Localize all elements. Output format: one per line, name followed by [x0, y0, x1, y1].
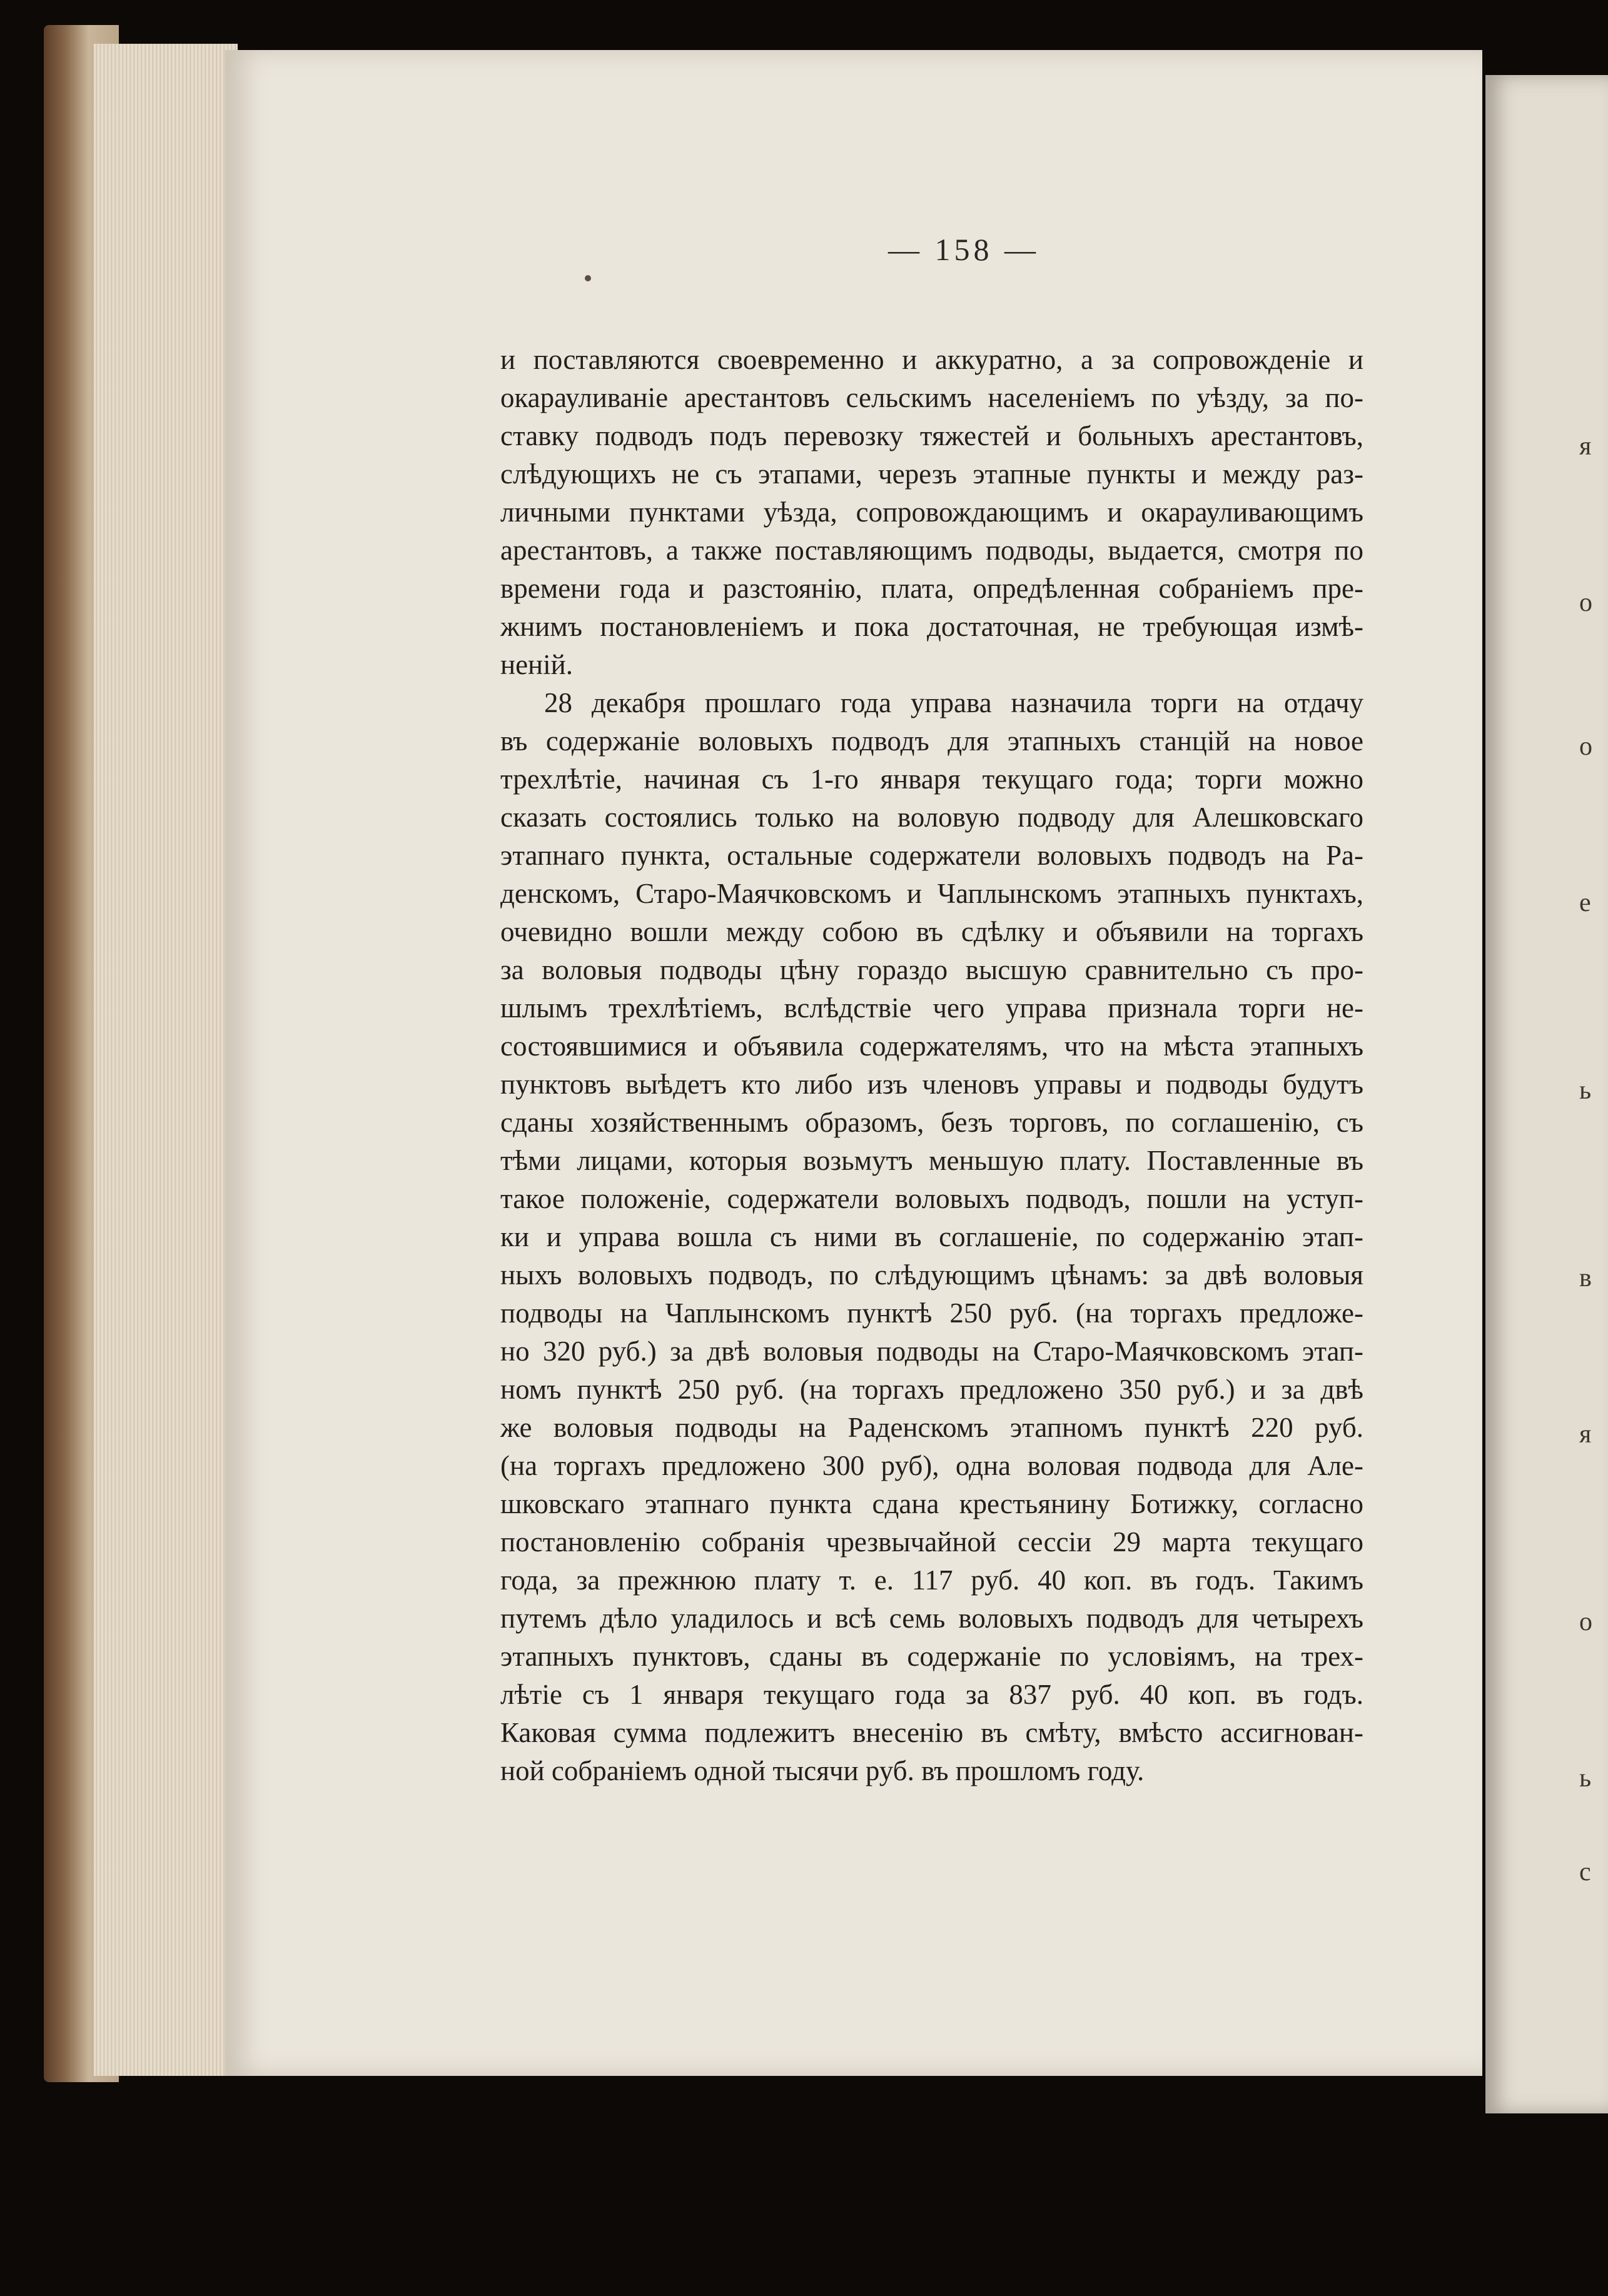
text-line: шковскаго этапнаго пункта сдана крестьянину Ботижку, согласно: [500, 1488, 1363, 1519]
text-line: трехлѣтіе, начиная съ 1-го января текущаго года; торги можно: [500, 763, 1363, 795]
text-line: этапнаго пункта, остальные содержатели воловыхъ подводъ на Ра-: [500, 840, 1363, 871]
text-line: но 320 руб.) за двѣ воловыя подводы на Старо-Маячковскомъ этап-: [500, 1336, 1363, 1367]
text-line: очевидно вошли между собою въ сдѣлку и объявили на торгахъ: [500, 916, 1363, 947]
text-line: подводы на Чаплынскомъ пунктѣ 250 руб. (на торгахъ предложе-: [500, 1297, 1363, 1329]
next-page-fragment: о: [1579, 1608, 1592, 1636]
text-line: путемъ дѣло уладилось и всѣ семь воловыхъ подводъ для четырехъ: [500, 1603, 1363, 1634]
text-line: шлымъ трехлѣтіемъ, вслѣдствіе чего управа признала торги не-: [500, 992, 1363, 1024]
text-line: же воловыя подводы на Раденскомъ этапномъ пунктѣ 220 руб.: [500, 1412, 1363, 1443]
next-page-fragment: e: [1579, 889, 1591, 917]
text-line: такое положеніе, содержатели воловыхъ подводъ, пошли на уступ-: [500, 1183, 1363, 1214]
text-line: Каковая сумма подлежитъ внесенію въ смѣту, вмѣсто ассигнован-: [500, 1717, 1363, 1748]
text-line: сданы хозяйственнымъ образомъ, безъ торговъ, по соглашенію, съ: [500, 1107, 1363, 1138]
next-page-fragment: я: [1579, 432, 1592, 461]
text-line: этапныхъ пунктовъ, сданы въ содержаніе по условіямъ, на трех-: [500, 1641, 1363, 1672]
text-line: неній.: [500, 649, 573, 680]
next-page-edge: [1485, 75, 1608, 2113]
text-line: состоявшимися и объявила содержателямъ, что на мѣста этапныхъ: [500, 1030, 1363, 1062]
text-line: пунктовъ выѣдетъ кто либо изъ членовъ управы и подводы будутъ: [500, 1069, 1363, 1100]
text-line: года, за прежнюю плату т. е. 117 руб. 40 коп. въ годъ. Такимъ: [500, 1564, 1363, 1596]
text-line: постановленію собранія чрезвычайной сессіи 29 марта текущаго: [500, 1526, 1363, 1558]
next-page-fragment: я: [1579, 1420, 1592, 1449]
text-line: окарауливаніе арестантовъ сельскимъ населеніемъ по уѣзду, за по-: [500, 382, 1363, 413]
text-line: ной собраніемъ одной тысячи руб. въ прошломъ году.: [500, 1755, 1145, 1786]
text-line: тѣми лицами, которыя возьмутъ меньшую плату. Поставленные въ: [500, 1145, 1363, 1176]
next-page-fragment: в: [1579, 1264, 1592, 1292]
text-line: номъ пунктѣ 250 руб. (на торгахъ предложено 350 руб.) и за двѣ: [500, 1374, 1363, 1405]
paragraph-1: [500, 341, 1363, 684]
text-line: сказать состоялись только на воловую подводу для Алешковскаго: [500, 802, 1363, 833]
page-number: — 158 —: [888, 232, 1039, 267]
page-stack: [94, 44, 238, 2076]
text-line: 28 декабря прошлаго года управа назначила торги на отдачу: [544, 687, 1363, 718]
text-line: ставку подводъ подъ перевозку тяжестей и больныхъ арестантовъ,: [500, 420, 1363, 451]
text-line: и поставляются своевременно и аккуратно, а за сопровожденіе и: [500, 344, 1363, 375]
paper-speck: [585, 275, 591, 281]
next-page-fragment: о: [1579, 588, 1592, 617]
text-line: лѣтіе съ 1 января текущаго года за 837 руб. 40 коп. въ годъ.: [500, 1679, 1363, 1710]
text-line: ки и управа вошла съ ними въ соглашеніе, по содержанію этап-: [500, 1221, 1363, 1252]
paragraph-2: [500, 684, 1363, 1790]
next-page-fragment: ь: [1579, 1076, 1592, 1105]
next-page-fragment: с: [1579, 1858, 1591, 1886]
next-page-fragment: ь: [1579, 1764, 1592, 1793]
text-line: времени года и разстоянію, плата, опредѣленная собраніемъ пре-: [500, 573, 1363, 604]
text-line: за воловыя подводы цѣну гораздо высшую сравнительно съ про-: [500, 954, 1363, 985]
text-line: личными пунктами уѣзда, сопровождающимъ и окарауливающимъ: [500, 496, 1363, 528]
text-line: въ содержаніе воловыхъ подводъ для этапныхъ станцій на новое: [500, 725, 1363, 757]
text-line: (на торгахъ предложено 300 руб), одна воловая подвода для Але-: [500, 1450, 1363, 1481]
next-page-fragment: о: [1579, 732, 1592, 761]
body-text: [500, 341, 1363, 1790]
text-line: слѣдующихъ не съ этапами, черезъ этапные пункты и между раз-: [500, 458, 1363, 490]
text-line: денскомъ, Старо-Маячковскомъ и Чаплынскомъ этапныхъ пунктахъ,: [500, 878, 1363, 909]
text-line: ныхъ воловыхъ подводъ, по слѣдующимъ цѣнамъ: за двѣ воловыя: [500, 1259, 1363, 1291]
text-line: арестантовъ, а также поставляющимъ подводы, выдается, смотря по: [500, 535, 1363, 566]
text-line: жнимъ постановленіемъ и пока достаточная, не требующая измѣ-: [500, 611, 1363, 642]
